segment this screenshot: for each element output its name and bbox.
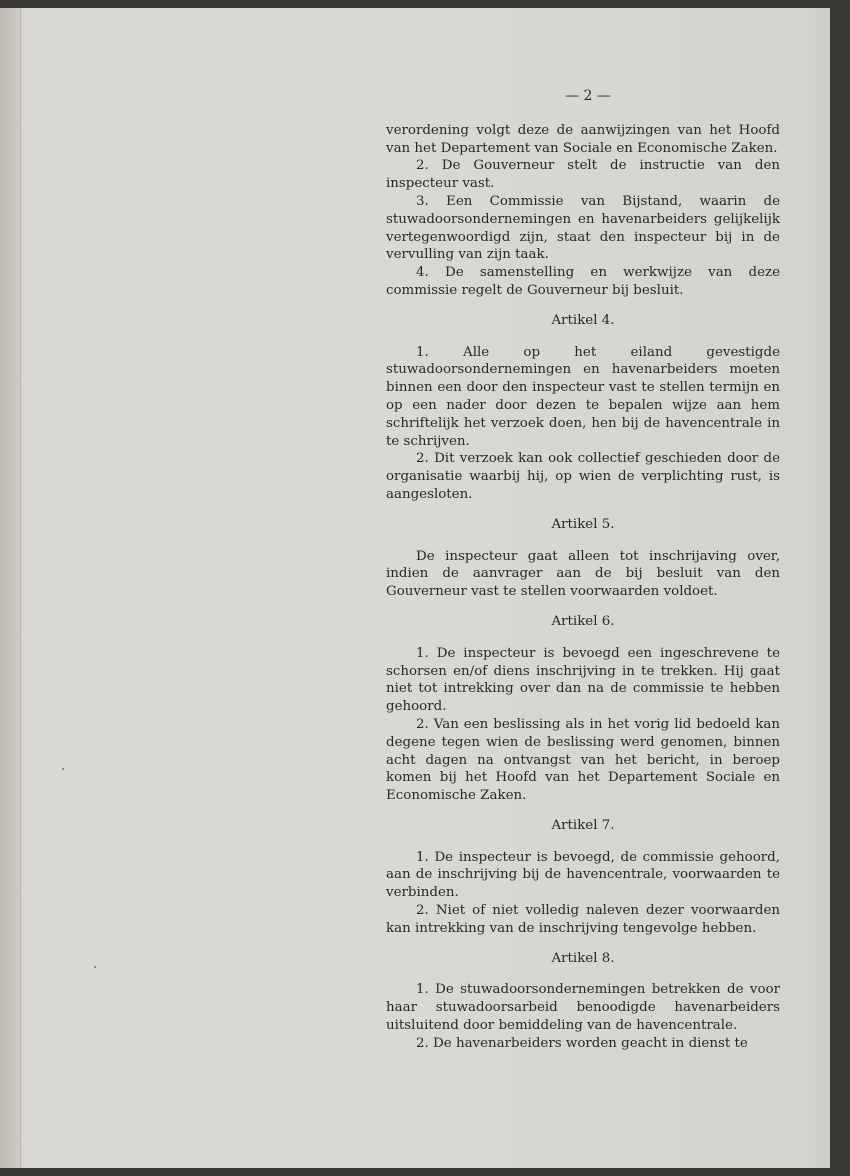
article-heading: Artikel 6. [551, 613, 615, 629]
paragraph: 1. De inspecteur is bevoegd een ingeschrevene te schorsen en/of diens inschrijving in te trekken. Hij gaat niet tot intrekking over dan na de commissie te hebben gehoord. [386, 645, 780, 715]
page-edge [0, 8, 21, 1168]
paragraph: 3. Een Commissie van Bijstand, waarin de stuwadoorsondernemingen en havenarbeiders gelijkelijk vertegenwoordigd zijn, staat den inspecteur bij in de vervulling van zijn taak. [386, 193, 780, 263]
paragraph: 4. De samenstelling en werkwijze van deze commissie regelt de Gouverneur bij besluit. [386, 265, 780, 298]
paragraph: verordening volgt deze de aanwijzingen van het Hoofd van het Departement van Sociale en Economische Zaken. [386, 122, 780, 156]
paper-speck [62, 768, 64, 770]
document-body [386, 122, 780, 1053]
paragraph: 1. De inspecteur is bevoegd, de commissie gehoord, aan de inschrijving bij de havencentrale, voorwaarden te verbinden. [386, 849, 780, 901]
article-heading: Artikel 5. [551, 516, 615, 532]
paragraph: 1. Alle op het eiland gevestigde stuwadoorsondernemingen en havenarbeiders moeten binnen een door den inspecteur vast te stellen termijn en op een nader door dezen te bepalen wijze aan hem schriftelijk het verzoek doen, hen bij de havencentrale in te schrijven. [386, 344, 780, 449]
paper-speck [94, 966, 96, 968]
article-heading: Artikel 4. [551, 312, 615, 328]
paragraph: 2. De Gouverneur stelt de instructie van den inspecteur vast. [386, 158, 780, 192]
text-block [386, 88, 780, 1053]
article-heading: Artikel 7. [551, 817, 615, 833]
page-number: — 2 — [565, 88, 611, 104]
paragraph: 1. De stuwadoorsondernemingen betrekken de voor haar stuwadoorsarbeid benoodigde havenarbeiders uitsluitend door bemiddeling van de havencentrale. [386, 982, 780, 1034]
article-heading: Artikel 8. [551, 950, 615, 966]
paragraph: De inspecteur gaat alleen tot inschrijaving over, indien de aanvrager aan de bij besluit van den Gouverneur vast te stellen voorwaarden voldoet. [386, 548, 780, 600]
paragraph: 2. Van een beslissing als in het vorig lid bedoeld kan degene tegen wien de beslissing werd genomen, binnen acht dagen na ontvangst van het bericht, in beroep komen bij het Hoofd van het Departement Sociale en Economische Zaken. [386, 716, 780, 804]
document-page [0, 8, 830, 1168]
paragraph: 2. De havenarbeiders worden geacht in dienst te [416, 1035, 748, 1051]
paragraph: 2. Dit verzoek kan ook collectief geschieden door de organisatie waarbij hij, op wien de verplichting rust, is aangesloten. [386, 451, 780, 502]
paragraph: 2. Niet of niet volledig naleven dezer voorwaarden kan intrekking van de inschrijving tengevolge hebben. [386, 903, 780, 936]
